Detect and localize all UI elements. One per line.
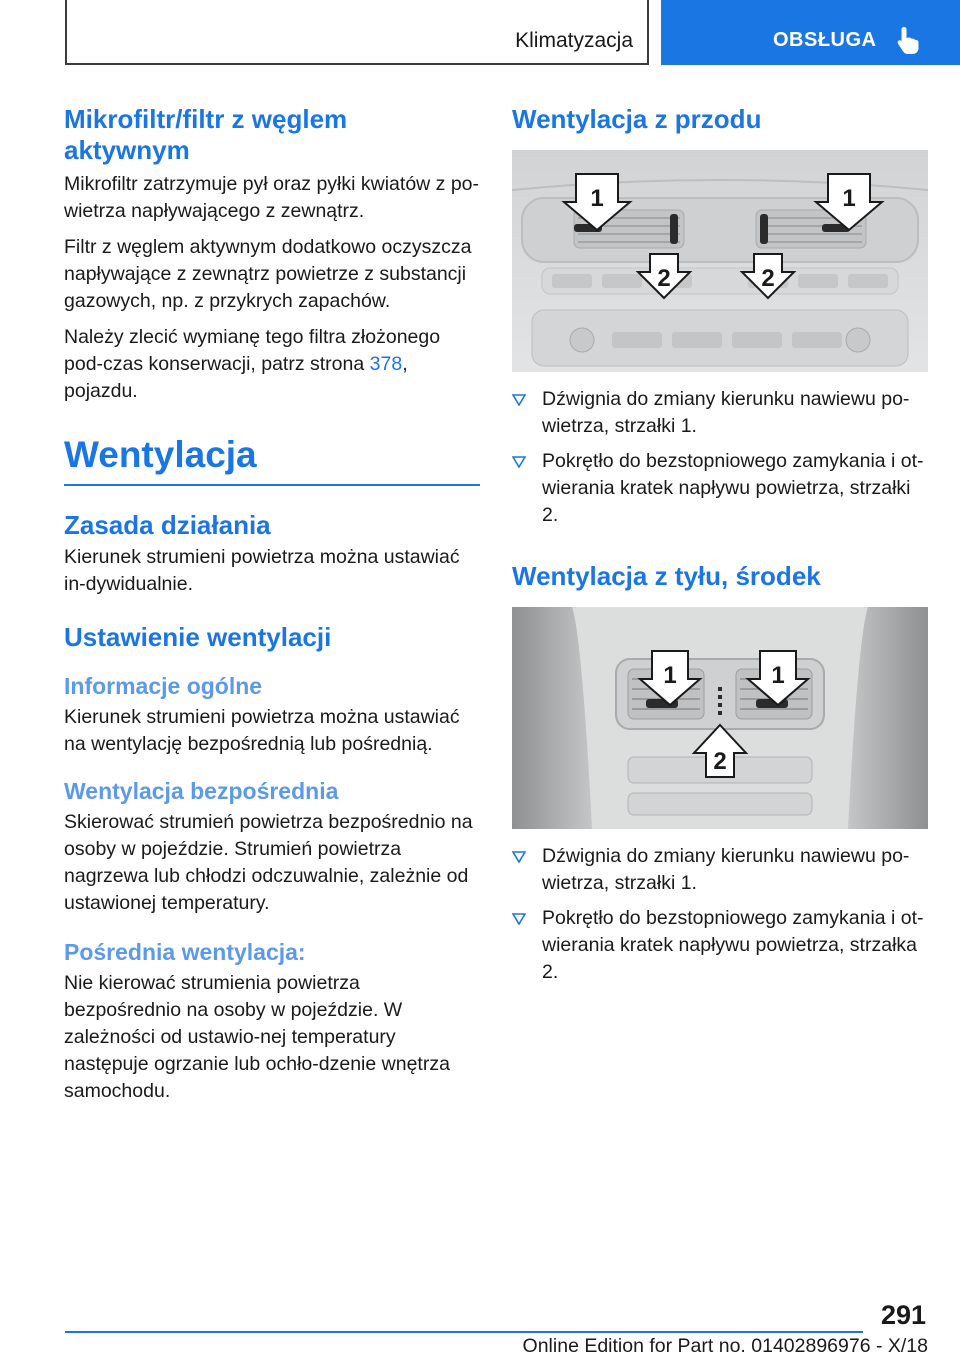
rear-fig-label-1b: 1: [771, 662, 785, 689]
front-vent-heading: Wentylacja z przodu: [512, 104, 762, 134]
filter-paragraph-3-tail: , pojazdu.: [64, 353, 408, 402]
rear-vent-list: [512, 843, 928, 986]
front-fig-label-1a: 1: [590, 185, 604, 212]
rear-vents-figure: [512, 607, 928, 829]
rear-vent-item-2: Pokrętło do bezstopniowego zamykania i ot-wierania kratek napływu powietrza, strzałka 2.: [542, 907, 924, 983]
rear-vent-heading: Wentylacja z tyłu, środek: [512, 561, 821, 591]
filter-paragraph-3: [64, 324, 480, 405]
triangle-bullet-icon: [512, 456, 526, 468]
rear-fig-label-2: 2: [713, 748, 727, 775]
section-title-wentylacja: Wentylacja: [64, 434, 257, 475]
front-fig-label-2b: 2: [761, 265, 775, 292]
front-fig-label-1b: 1: [842, 185, 856, 212]
front-vent-list: [512, 386, 928, 529]
footer-divider: [65, 1331, 863, 1333]
principle-paragraph: Kierunek strumieni powietrza można ustawiać in-dywidualnie.: [64, 546, 460, 595]
filter-paragraph-3-text: Należy zlecić wymianę tego filtra złożonego pod-czas konserwacji, patrz strona: [64, 326, 441, 375]
footer-edition: Online Edition for Part no. 01402896976 - X/18: [522, 1335, 928, 1357]
rear-fig-label-1a: 1: [663, 662, 677, 689]
page-reference-link[interactable]: 378: [369, 353, 403, 375]
general-heading: Informacje ogólne: [64, 673, 263, 699]
indirect-paragraph: Nie kierować strumienia powietrza bezpośrednio na osoby w pojeździe. W zależności od ustawio-nej temperatury następuje ogrzanie lub ochło-dzenie wnętrza samochodu.: [64, 972, 450, 1102]
filter-paragraph-2: Filtr z węglem aktywnym dodatkowo oczyszcza napływające z zewnątrz powietrze z substancji gazowych, np. z przykrych zapachów.: [64, 236, 472, 312]
header-chapter-label: OBSŁUGA: [773, 29, 877, 51]
list-item: [512, 448, 928, 529]
general-paragraph: Kierunek strumieni powietrza można ustawiać na wentylację bezpośrednią lub pośrednią.: [64, 706, 460, 755]
front-fig-label-2a: 2: [657, 265, 671, 292]
section-divider: [64, 484, 480, 486]
principle-heading: Zasada działania: [64, 510, 271, 540]
triangle-bullet-icon: [512, 394, 526, 406]
rear-vent-item-1: Dźwignia do zmiany kierunku nawiewu po-wietrza, strzałki 1.: [542, 845, 910, 894]
left-column: [64, 104, 480, 1105]
rear-vents-illustration: [512, 607, 928, 829]
page-number: 291: [880, 1300, 926, 1330]
indirect-heading: Pośrednia wentylacja:: [64, 939, 306, 965]
filter-paragraph-1: Mikrofiltr zatrzymuje pył oraz pyłki kwiatów z po-wietrza napływającego z zewnątrz.: [64, 173, 480, 222]
header-section-tab: [65, 0, 649, 65]
direct-heading: Wentylacja bezpośrednia: [64, 778, 339, 804]
front-vent-item-2: Pokrętło do bezstopniowego zamykania i ot-wierania kratek napływu powietrza, strzałki 2.: [542, 450, 924, 526]
front-vents-illustration: [512, 150, 928, 372]
front-vent-item-1: Dźwignia do zmiany kierunku nawiewu po-wietrza, strzałki 1.: [542, 388, 910, 437]
triangle-bullet-icon: [512, 851, 526, 863]
header-section-title: Klimatyzacja: [515, 29, 633, 52]
list-item: [512, 843, 928, 897]
list-item: [512, 905, 928, 986]
front-vents-figure: [512, 150, 928, 372]
triangle-bullet-icon: [512, 913, 526, 925]
setting-heading: Ustawienie wentylacji: [64, 622, 332, 652]
header-chapter-tab[interactable]: [661, 0, 960, 65]
right-column: [512, 104, 928, 986]
list-item: [512, 386, 928, 440]
hand-pointer-icon: [895, 25, 921, 55]
direct-paragraph: Skierować strumień powietrza bezpośrednio na osoby w pojeździe. Strumień powietrza nagrzewa lub chłodzi odczuwalnie, zależnie od ustawionej temperatury.: [64, 811, 473, 914]
filter-heading: Mikrofiltr/filtr z węglem aktywnym: [64, 104, 348, 165]
